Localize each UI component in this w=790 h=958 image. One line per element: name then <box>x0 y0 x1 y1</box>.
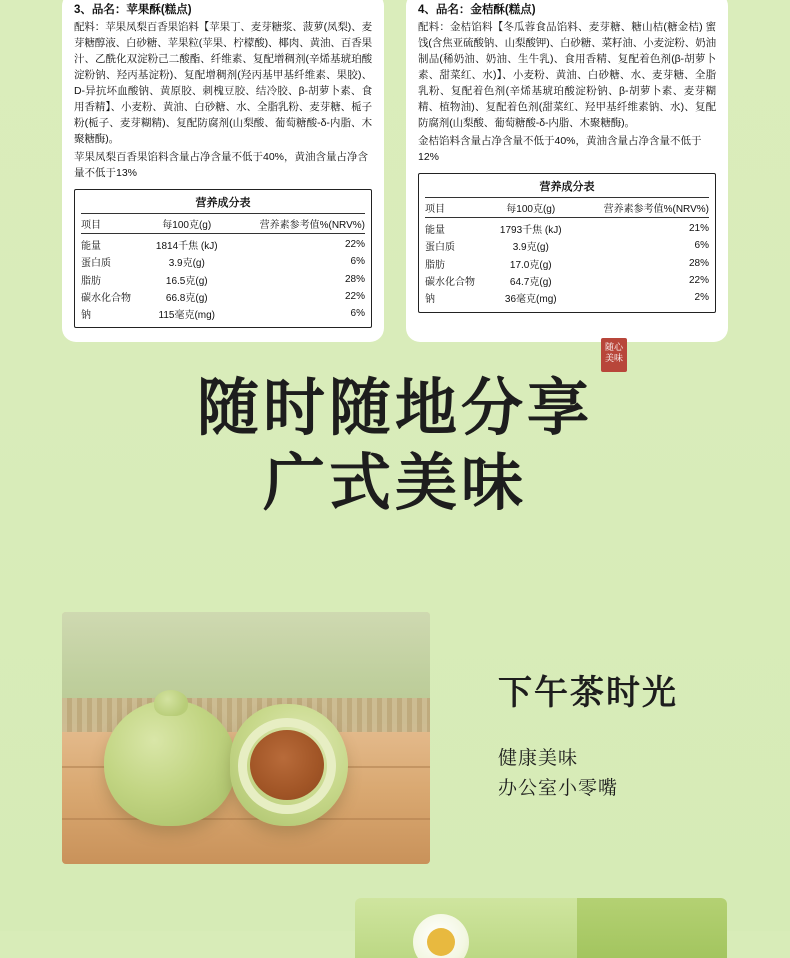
product-photo <box>62 612 430 864</box>
col-per100g: 每100克(g) <box>146 213 227 233</box>
cell-nrv: 22% <box>344 238 365 250</box>
feature-subtitle-line-2: 办公室小零嘴 <box>498 778 619 799</box>
cell-value: 1793千焦 (kJ) <box>499 224 562 236</box>
cell-value: 64.7克(g) <box>509 276 552 288</box>
table-header-row <box>425 197 709 217</box>
table-row <box>425 237 709 254</box>
table-row <box>81 305 365 322</box>
table-row <box>425 272 709 289</box>
table-header-row <box>81 213 365 233</box>
pastry-filling <box>250 730 324 800</box>
table-row <box>81 270 365 287</box>
cell-nrv: 2% <box>694 292 709 304</box>
table-row <box>425 254 709 271</box>
nutrition-table-title: 营养成分表 <box>195 196 251 209</box>
cell-nrv: 22% <box>688 274 709 286</box>
col-nrv: 营养素参考值%(NRV%) <box>227 213 365 233</box>
product-name: 3、品名：苹果酥(糕点) <box>74 4 192 16</box>
cell-item: 蛋白质 <box>81 258 111 270</box>
package-swirl-graphic <box>413 914 469 958</box>
col-item: 项目 <box>81 213 146 233</box>
cell-item: 钠 <box>81 310 91 322</box>
headline-block <box>0 342 790 522</box>
cell-item: 能量 <box>81 240 101 252</box>
table-row <box>81 233 365 253</box>
cell-value: 3.9克(g) <box>168 258 205 270</box>
cell-nrv: 28% <box>688 257 709 269</box>
cell-value: 115毫克(mg) <box>158 310 215 322</box>
cell-item: 碳水化合物 <box>425 276 475 288</box>
cell-value: 1814千焦 (kJ) <box>155 240 218 252</box>
seal-stamp-icon: 随心美味 <box>601 338 627 372</box>
table-row <box>425 289 709 306</box>
cell-nrv: 6% <box>350 256 365 268</box>
cell-nrv: 6% <box>694 240 709 252</box>
cell-value: 16.5克(g) <box>165 275 208 287</box>
cell-item: 能量 <box>425 224 445 236</box>
table-row <box>81 288 365 305</box>
cell-item: 蛋白质 <box>425 242 455 254</box>
cell-value: 66.8克(g) <box>165 292 208 304</box>
product-card-apple <box>62 0 384 342</box>
cell-item: 钠 <box>425 294 435 306</box>
nutrition-table-apple <box>74 189 372 329</box>
package-side-band <box>577 898 727 958</box>
cell-item: 脂肪 <box>81 275 101 287</box>
pastry-whole <box>104 700 236 826</box>
pastry-cut <box>230 704 348 826</box>
product-ingredients: 配料：苹果凤梨百香果馅料【苹果丁、麦芽糖浆、菠萝(凤梨)、麦芽糖醇液、白砂糖、苹果粒(苹果、柠檬酸)、椰肉、黄油、百香果汁、乙酰化双淀粉己二酸酯、纤维素、复配增稠剂(辛烯基琥珀酸淀粉钠、羟丙基淀粉)、复配增稠剂(羟丙基甲基纤维素、果胶)、D-异抗坏血酸钠、黄原胶、刺槐豆胶、结冷胶、β-胡萝卜素、食用香精】、小麦粉、黄油、白砂糖、水、全脂乳粉、麦芽糖、栀子粉(栀子、麦芽糊精)、复配防腐剂(山梨酸、葡萄糖酸-δ-内脂、木聚糖酶)。 <box>74 21 372 145</box>
product-name: 4、品名：金桔酥(糕点) <box>418 4 536 16</box>
headline-line-1-text: 随时随地分享 <box>196 375 593 443</box>
col-item: 项目 <box>425 197 490 217</box>
product-note: 金桔馅料含量占净含量不低于40%，黄油含量占净含量不低于12% <box>418 134 702 163</box>
col-per100g: 每100克(g) <box>490 197 571 217</box>
nutrition-table-title: 营养成分表 <box>539 180 595 193</box>
headline-line-1 <box>196 342 623 446</box>
product-note: 苹果凤梨百香果馅料含量占净含量不低于40%，黄油含量占净含量不低于13% <box>74 150 369 179</box>
cell-nrv: 21% <box>688 222 709 234</box>
cell-value: 3.9克(g) <box>512 242 549 254</box>
feature-title: 下午茶时光 <box>498 675 678 712</box>
nutrition-table-kumquat <box>418 173 716 313</box>
table-row <box>425 217 709 237</box>
cell-nrv: 6% <box>350 308 365 320</box>
package-photo-partial <box>355 898 727 958</box>
feature-subtitle-line-1: 健康美味 <box>498 748 579 769</box>
col-nrv: 营养素参考值%(NRV%) <box>571 197 709 217</box>
nutrition-cards <box>0 0 790 342</box>
headline-line-2: 广式美味 <box>262 450 527 518</box>
feature-subtitle <box>498 744 678 804</box>
product-ingredients: 配料：金桔馅料【冬瓜蓉食品馅料、麦芽糖、糖山桔(糖金桔) 蜜饯(含焦亚硫酸钠、山梨酸钾)、白砂糖、菜籽油、小麦淀粉、奶油制品(稀奶油、奶油、生牛乳)、食用香精、复配着色剂(β-胡萝卜素、甜菜红、水)】、小麦粉、黄油、白砂糖、水、麦芽糖、全脂乳粉、复配着色剂(辛烯基琥珀酸淀粉钠、β-胡萝卜素、麦芽糊精、植物油)、复配着色剂(甜菜红、羟甲基纤维素钠、水)、复配防腐剂(山梨酸、葡萄糖酸-δ-内脂、木聚糖酶)。 <box>418 21 716 129</box>
pastry-top-knob <box>154 690 188 716</box>
table-row <box>81 253 365 270</box>
cell-nrv: 28% <box>344 273 365 285</box>
feature-text-block <box>498 672 678 804</box>
cell-value: 36毫克(mg) <box>504 294 557 306</box>
cell-item: 脂肪 <box>425 259 445 271</box>
cell-value: 17.0克(g) <box>509 259 552 271</box>
cell-item: 碳水化合物 <box>81 292 131 304</box>
product-card-kumquat <box>406 0 728 342</box>
cell-nrv: 22% <box>344 290 365 302</box>
